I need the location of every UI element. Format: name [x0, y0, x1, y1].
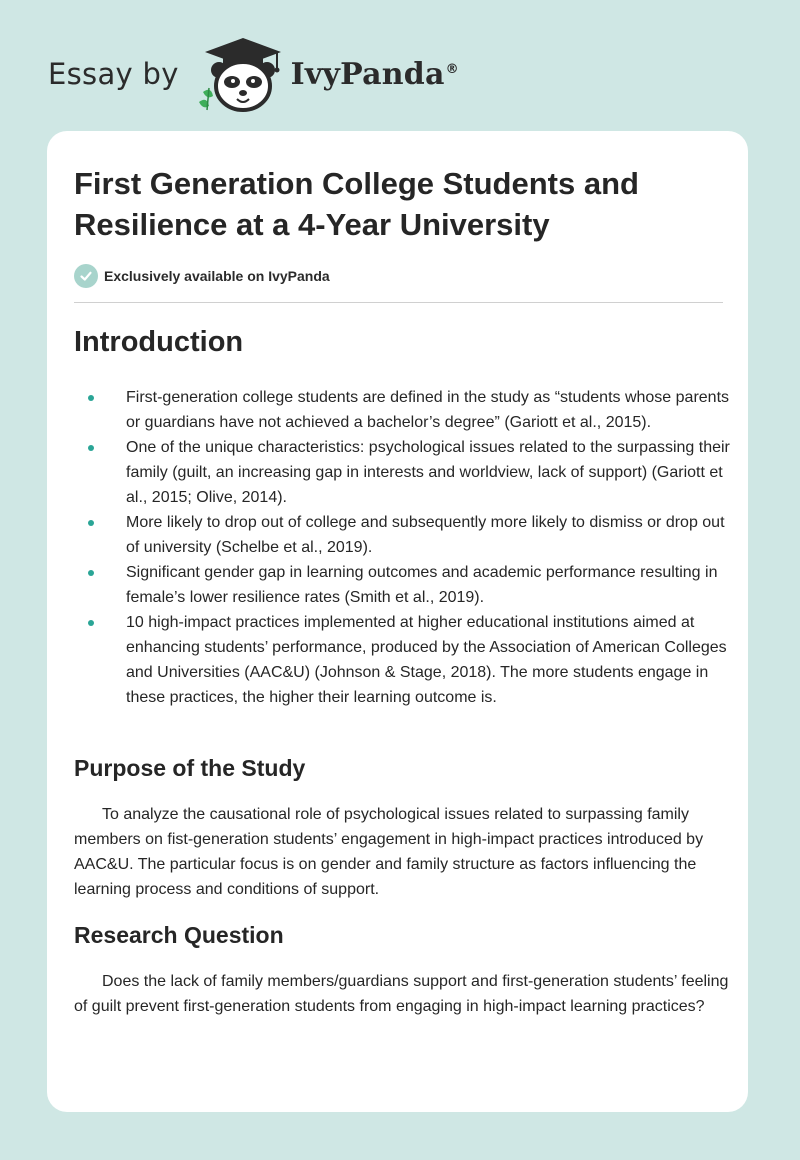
bullet-dot-icon [88, 620, 94, 626]
bullet-item: More likely to drop out of college and subsequently more likely to dismiss or drop out of university (Schelbe et al., 2019). [74, 510, 734, 560]
bullet-dot-icon [88, 520, 94, 526]
checkmark-icon [74, 264, 98, 288]
introduction-bullet-list [74, 385, 734, 710]
purpose-paragraph: To analyze the causational role of psychological issues related to surpassing family members on fist-generation students’ engagement in high-impact practices introduced by AAC&U. The particular focus is on gender and family structure as factors influencing the learning process and conditions of support. [74, 806, 704, 898]
brand-header [48, 34, 459, 114]
ivypanda-logo-icon[interactable] [197, 36, 289, 112]
essay-card [47, 131, 748, 1112]
bullet-item: First-generation college students are defined in the study as “students whose parents or guardians have not achieved a bachelor’s degree” (Gariott et al., 2015). [74, 385, 734, 435]
registered-mark: ® [445, 61, 459, 77]
ivypanda-wordmark[interactable]: IvyPanda® [290, 56, 459, 92]
essay-by-label: Essay by [48, 57, 179, 91]
bullet-dot-icon [88, 570, 94, 576]
bullet-dot-icon [88, 395, 94, 401]
essay-title: First Generation College Students and Resilience at a 4-Year University [74, 166, 639, 242]
bullet-dot-icon [88, 445, 94, 451]
purpose-heading: Purpose of the Study [74, 755, 306, 781]
title-divider [74, 302, 723, 303]
exclusive-badge [74, 264, 330, 288]
introduction-heading: Introduction [74, 326, 244, 358]
research-question-paragraph: Does the lack of family members/guardians support and first-generation students’ feeling of guilt prevent first-generation students from engaging in high-impact learning practices? [74, 973, 729, 1015]
research-question-heading: Research Question [74, 922, 284, 948]
exclusive-label: Exclusively available on IvyPanda [104, 268, 330, 284]
bullet-item: Significant gender gap in learning outcomes and academic performance resulting in female’s lower resilience rates (Smith et al., 2019). [74, 560, 734, 610]
bullet-item: 10 high-impact practices implemented at higher educational institutions aimed at enhancing students’ performance, produced by the Association of American Colleges and Universities (AAC&U) (Johnson & Stage, 2018). The more students engage in these practices, the higher their learning outcome is. [74, 610, 734, 710]
bullet-item: One of the unique characteristics: psychological issues related to the surpassing their family (guilt, an increasing gap in interests and worldview, lack of support) (Gariott et al., 2015; Olive, 2014). [74, 435, 734, 510]
